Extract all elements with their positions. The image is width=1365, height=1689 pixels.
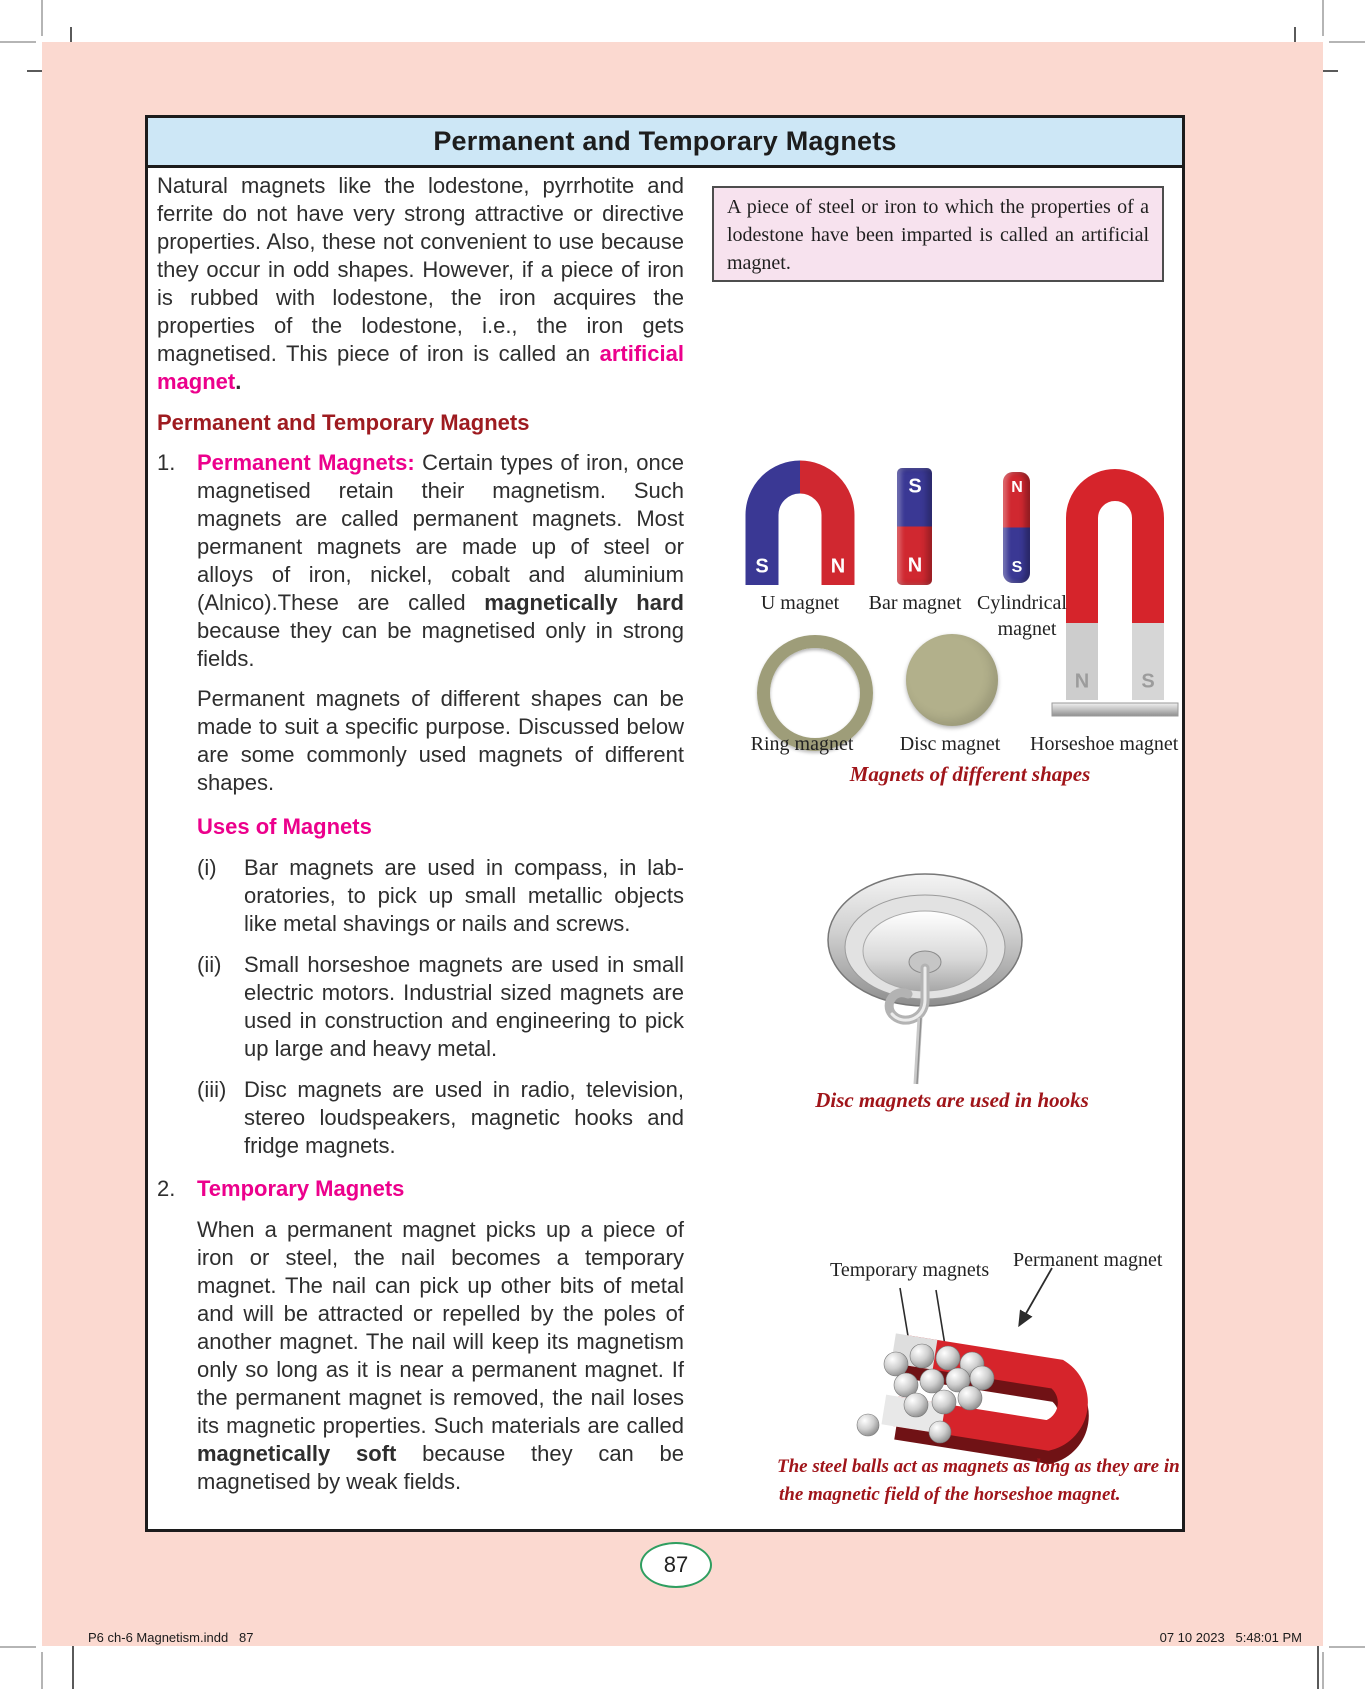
use-text: Small horseshoe magnets are used in small electric motors. Industrial sized magnets are used in construction and engineering to pick up large and heavy metal. (244, 952, 684, 1061)
pole-label-s: S (908, 475, 922, 498)
uses-heading: Uses of Magnets (197, 814, 372, 839)
chapter-title-bar (148, 118, 1182, 168)
magnetic-hook-illustration (820, 868, 1030, 1086)
cylindrical-magnet-label-line1: Cylindrical (977, 592, 1067, 614)
pole-label-s: S (1011, 559, 1023, 576)
section-heading: Permanent and Temporary Magnets (157, 410, 530, 435)
item-number: 1. (157, 450, 176, 475)
crop-mark (41, 0, 43, 36)
u-magnet-label: U magnet (760, 592, 840, 614)
disc-magnet-label: Disc magnet (899, 733, 1001, 755)
crop-mark (1329, 1646, 1365, 1648)
use-marker: (iii) (197, 1077, 227, 1102)
pole-label-s: S (755, 555, 769, 578)
item-body (197, 449, 684, 673)
use-item-1 (197, 854, 684, 938)
item-number: 2. (157, 1176, 176, 1201)
ring-magnet-label: Ring magnet (750, 733, 854, 755)
permanent-magnet-label: Permanent magnet (1013, 1249, 1163, 1271)
temporary-paragraph: When a permanent magnet picks up a piece of iron or steel, the nail becomes a temporary magnet. The nail can pick up other bits of metal and will be attracted or repelled by the poles of another magnet. The nail will keep its magnetism only so long as it is near a permanent magnet. If the permanent magnet is removed, the nail loses its magnetic properties. Such materials are called magnetically soft because they can be magnetised by weak fields. (197, 1217, 684, 1494)
crop-mark (0, 41, 36, 43)
crop-mark (1329, 41, 1365, 43)
temporary-figure-caption-line1: The steel balls act as magnets as long as they are in (777, 1456, 1180, 1477)
horseshoe-with-steel-balls-illustration (700, 1240, 1175, 1458)
temporary-magnets-heading: Temporary Magnets (197, 1176, 405, 1201)
page-number-badge (640, 1542, 712, 1588)
pole-label-n: N (907, 554, 923, 577)
numbered-item-1 (157, 449, 684, 673)
horseshoe-magnet-illustration (1050, 450, 1180, 720)
temporary-figure-caption-line2: the magnetic field of the horseshoe magnet. (779, 1484, 1121, 1505)
footer-timestamp: 07 10 2023 5:48:01 PM (1159, 1630, 1302, 1645)
disc-magnet-illustration (906, 634, 998, 726)
item-lead-label: Permanent Magnets: (197, 450, 415, 475)
use-item-2 (197, 951, 684, 1063)
pole-label-n: N (1074, 670, 1090, 693)
crop-mark (1322, 0, 1324, 36)
item-text: Certain types of iron, once magnetised retain their magnetism. Such magnets are called permanent magnets. Most permanent magnets are made up of steel or alloys of iron, nickel, cobalt and aluminium (Alnico).These are called magnetically hard because they can be magnetised only in strong fields. (197, 450, 684, 671)
page-number: 87 (663, 1552, 689, 1577)
left-text-column (157, 172, 684, 1496)
intro-paragraph: Natural magnets like the lodestone, pyrrhotite and ferrite do not have very strong attractive or directive properties. Also, these not convenient to use because they occur in odd shapes. However, if a piece of iron is rubbed with lodestone, the iron acquires the properties of the lodestone, i.e., the iron gets magnetised. This piece of iron is called an artificial magnet. (157, 173, 684, 394)
numbered-item-2 (157, 1175, 684, 1203)
bar-magnet-label: Bar magnet (868, 592, 962, 614)
pole-label-n: N (830, 555, 846, 578)
shapes-figure-caption: Magnets of different shapes (849, 762, 1091, 786)
use-marker: (i) (197, 855, 217, 880)
shapes-paragraph: Permanent magnets of different shapes can be made to suit a specific purpose. Discussed below are some commonly used magnets of different shapes. (197, 686, 684, 795)
horseshoe-magnet-label: Horseshoe magnet (1030, 733, 1179, 755)
footer-file-name: P6 ch-6 Magnetism.indd 87 (88, 1630, 254, 1645)
use-text: Bar magnets are used in compass, in lab-oratories, to pick up small metallic objects like metal shavings or nails and screws. (244, 855, 684, 936)
hook-figure-caption: Disc magnets are used in hooks (815, 1088, 1089, 1112)
definition-info-box: A piece of steel or iron to which the properties of a lodestone have been imparted is called an artificial magnet. (712, 186, 1164, 282)
crop-mark (1322, 1652, 1324, 1689)
use-item-3 (197, 1076, 684, 1160)
pole-label-n: N (1011, 479, 1023, 496)
crop-mark (41, 1652, 43, 1689)
use-text: Disc magnets are used in radio, television, stereo loudspeakers, magnetic hooks and fridge magnets. (244, 1077, 684, 1158)
cylindrical-magnet-label-line2: magnet (997, 618, 1057, 640)
crop-mark (0, 1646, 36, 1648)
use-marker: (ii) (197, 952, 222, 977)
temporary-magnets-label: Temporary magnets (830, 1259, 990, 1281)
page-title: Permanent and Temporary Magnets (433, 126, 897, 156)
pole-label-s: S (1141, 670, 1155, 693)
